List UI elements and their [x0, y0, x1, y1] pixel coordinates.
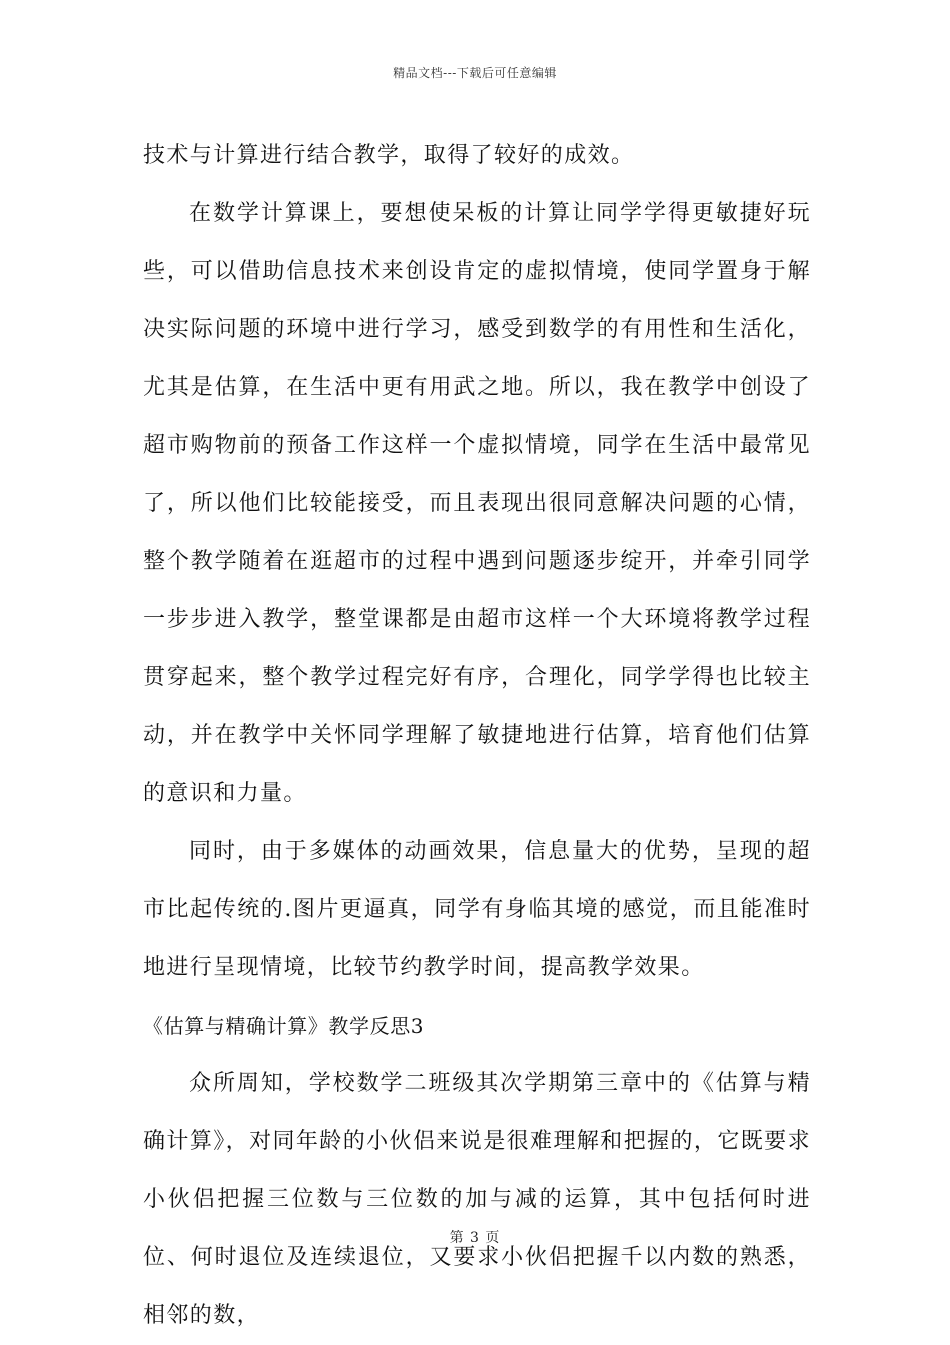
section-title: 《估算与精确计算》教学反思3 [143, 1014, 425, 1038]
paragraph-section-intro: 众所周知，学校数学二班级其次学期第三章中的《估算与精确计算》，对同年龄的小伙侣来说是很难理解和把握的，它既要求小伙侣把握三位数与三位数的加与减的运算，其中包括何时进位、何时退位及连续退位，又要求小伙侣把握千以内数的熟悉，相邻的数， [143, 1071, 811, 1328]
paragraph-continuation: 技术与计算进行结合教学，取得了较好的成效。 [143, 143, 635, 168]
page-header: 精品文档---下载后可任意编辑 [393, 66, 557, 80]
paragraph-multimedia: 同时，由于多媒体的动画效果，信息量大的优势，呈现的超市比起传统的.图片更逼真，同学有身临其境的感觉，而且能准时地进行呈现情境，比较节约教学时间，提高教学效果。 [143, 839, 811, 980]
document-body [143, 127, 811, 1345]
page-number: 第 3 页 [449, 1230, 501, 1246]
paragraph-math-calculation: 在数学计算课上，要想使呆板的计算让同学学得更敏捷好玩些，可以借助信息技术来创设肯定的虚拟情境，使同学置身于解决实际问题的环境中进行学习，感受到数学的有用性和生活化，尤其是估算，在生活中更有用武之地。所以，我在教学中创设了超市购物前的预备工作这样一个虚拟情境，同学在生活中最常见了，所以他们比较能接受，而且表现出很同意解决问题的心情，整个教学随着在逛超市的过程中遇到问题逐步绽开，并牵引同学一步步进入教学，整堂课都是由超市这样一个大环境将教学过程贯穿起来，整个教学过程完好有序，合理化，同学学得也比较主动，并在教学中关怀同学理解了敏捷地进行估算，培育他们估算的意识和力量。 [143, 201, 811, 806]
